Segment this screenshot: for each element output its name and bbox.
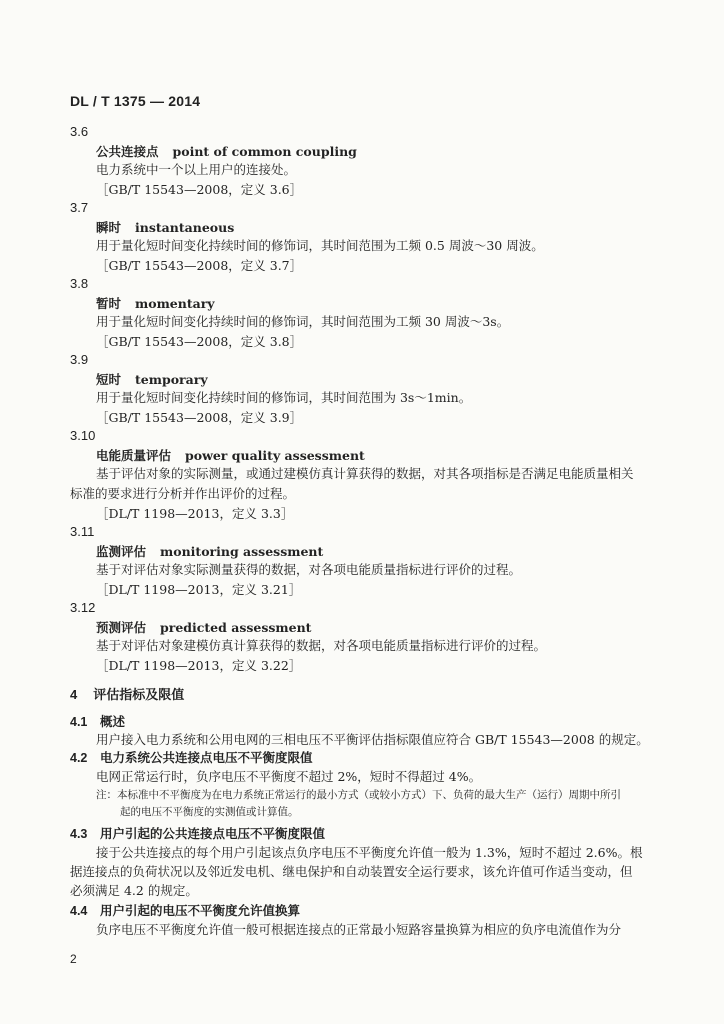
paragraph: 电网正常运行时，负序电压不平衡度不超过 2%，短时不得超过 4%。 [96, 769, 482, 784]
term-cn: 公共连接点 [96, 144, 159, 159]
term-heading [96, 618, 311, 636]
subsection-title: 用户引起的电压不平衡度允许值换算 [100, 903, 301, 918]
clause-number: 3.11 [70, 524, 95, 539]
subsection-heading [70, 901, 300, 919]
section-number: 4 [70, 687, 78, 702]
term-heading [96, 446, 365, 464]
clause-number: 3.12 [70, 600, 96, 615]
term-heading [96, 218, 234, 236]
term-reference: ［DL/T 1198—2013，定义 3.21］ [96, 582, 302, 597]
term-cn: 短时 [96, 372, 122, 387]
clause-number: 3.8 [70, 276, 89, 291]
term-en: point of common coupling [172, 144, 357, 159]
term-definition: 基于评估对象的实际测量，或通过建模仿真计算获得的数据，对其各项指标是否满足电能质量相关 [96, 466, 634, 481]
section-heading [70, 684, 184, 703]
document-header: DL / T 1375 — 2014 [70, 93, 201, 109]
note: 注：本标准中不平衡度为在电力系统正常运行的最小方式（或较小方式）下、负荷的最大生产（运行）周期中所引 [96, 789, 621, 801]
term-en: predicted assessment [160, 620, 312, 635]
term-en: momentary [135, 296, 215, 311]
term-definition: 基于对评估对象实际测量获得的数据，对各项电能质量指标进行评价的过程。 [96, 562, 522, 577]
term-definition: 电力系统中一个以上用户的连接处。 [96, 162, 297, 177]
term-cn: 瞬时 [96, 220, 122, 235]
paragraph-cont: 据连接点的负荷状况以及邻近发电机、继电保护和自动装置安全运行要求，该允许值可作适当变动，但 [70, 864, 633, 879]
term-heading [96, 542, 323, 560]
term-reference: ［GB/T 15543—2008，定义 3.8］ [96, 334, 303, 349]
term-en: temporary [135, 372, 208, 387]
subsection-title: 概述 [100, 714, 126, 729]
term-heading [96, 370, 208, 388]
term-cn: 预测评估 [96, 620, 147, 635]
subsection-heading [70, 748, 313, 766]
subsection-heading [70, 824, 325, 842]
term-cn: 暂时 [96, 296, 122, 311]
term-definition-cont: 标准的要求进行分析并作出评价的过程。 [70, 486, 296, 501]
paragraph: 负序电压不平衡度允许值一般可根据连接点的正常最小短路容量换算为相应的负序电流值作为分 [96, 922, 622, 937]
term-en: power quality assessment [185, 448, 365, 463]
term-cn: 监测评估 [96, 544, 147, 559]
clause-number: 3.6 [70, 124, 89, 139]
page-number: 2 [70, 952, 77, 966]
subsection-number: 4.3 [70, 827, 88, 841]
subsection-title: 用户引起的公共连接点电压不平衡度限值 [100, 826, 326, 841]
term-heading [96, 294, 215, 312]
term-definition: 用于量化短时间变化持续时间的修饰词，其时间范围为 3s～1min。 [96, 390, 472, 405]
paragraph: 接于公共连接点的每个用户引起该点负序电压不平衡度允许值一般为 1.3%，短时不超过 2.6%。根 [96, 845, 643, 860]
term-en: monitoring assessment [160, 544, 324, 559]
section-title: 评估指标及限值 [93, 688, 185, 703]
clause-number: 3.9 [70, 352, 89, 367]
term-definition: 用于量化短时间变化持续时间的修饰词，其时间范围为工频 0.5 周波～30 周波。 [96, 238, 544, 253]
term-reference: ［GB/T 15543—2008，定义 3.9］ [96, 410, 303, 425]
subsection-title: 电力系统公共连接点电压不平衡度限值 [100, 750, 313, 765]
term-definition: 用于量化短时间变化持续时间的修饰词，其时间范围为工频 30 周波～3s。 [96, 314, 510, 329]
subsection-number: 4.4 [70, 904, 88, 918]
term-reference: ［GB/T 15543—2008，定义 3.7］ [96, 258, 303, 273]
subsection-heading [70, 712, 125, 730]
term-reference: ［GB/T 15543—2008，定义 3.6］ [96, 182, 303, 197]
term-reference: ［DL/T 1198—2013，定义 3.22］ [96, 658, 302, 673]
term-reference: ［DL/T 1198—2013，定义 3.3］ [96, 506, 294, 521]
paragraph: 用户接入电力系统和公用电网的三相电压不平衡评估指标限值应符合 GB/T 15543—2008 的规定。 [96, 732, 649, 747]
clause-number: 3.7 [70, 200, 89, 215]
term-en: instantaneous [135, 220, 235, 235]
paragraph-cont: 必须满足 4.2 的规定。 [70, 883, 198, 898]
subsection-number: 4.1 [70, 715, 88, 729]
term-definition: 基于对评估对象建模仿真计算获得的数据，对各项电能质量指标进行评价的过程。 [96, 638, 547, 653]
subsection-number: 4.2 [70, 751, 88, 765]
clause-number: 3.10 [70, 428, 96, 443]
term-heading [96, 142, 357, 160]
term-cn: 电能质量评估 [96, 448, 172, 463]
note-cont: 起的电压不平衡度的实测值或计算值。 [120, 806, 299, 818]
